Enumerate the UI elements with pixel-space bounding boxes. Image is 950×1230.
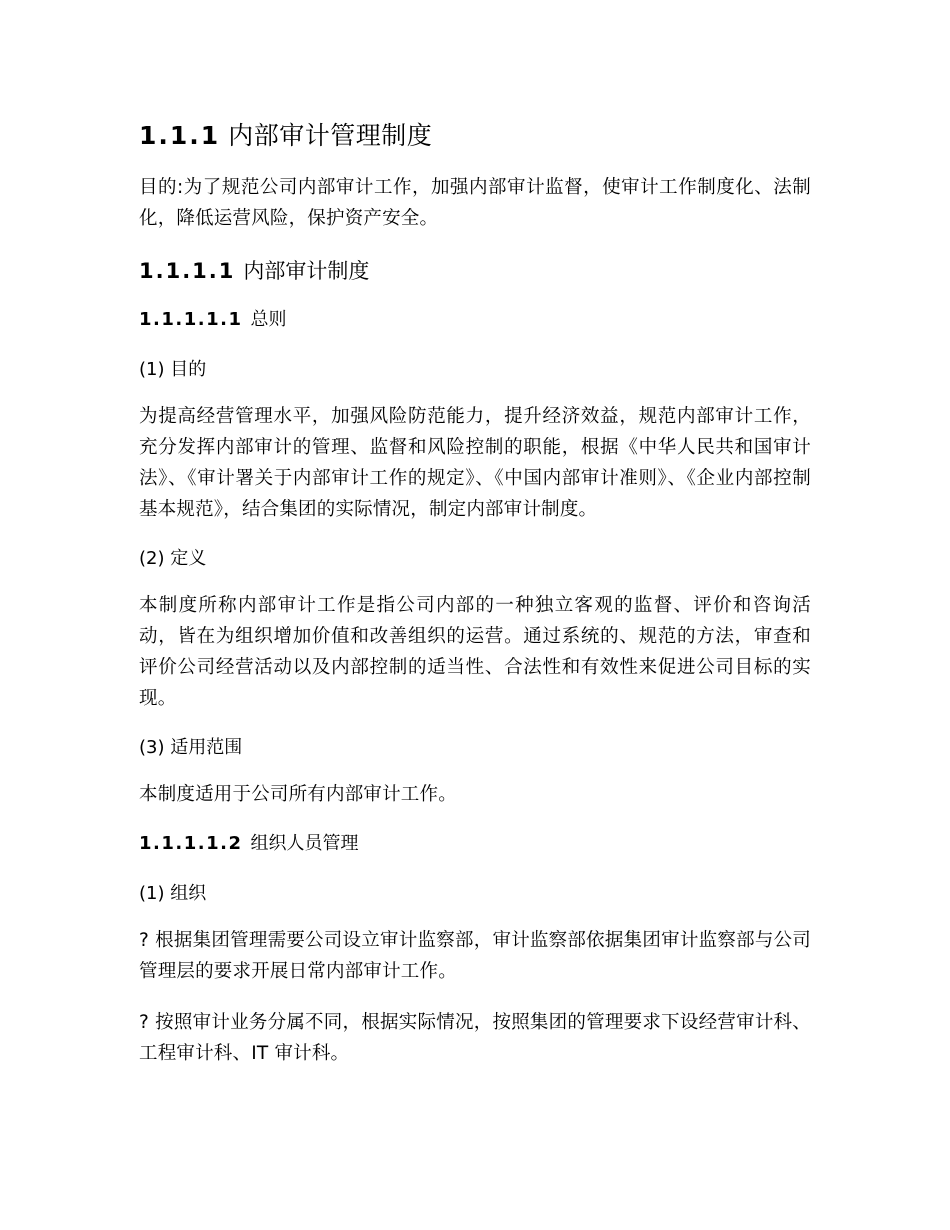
paragraph-purpose: 为提高经营管理水平，加强风险防范能力，提升经济效益，规范内部审计工作，充分发挥内部审计的管理、监督和风险控制的职能，根据《中华人民共和国审计法》、《审计署关于内部审计工作的规定》、《中国内部审计准则》、《企业内部控制基本规范》，结合集团的实际情况，制定内部审计制度。 (139, 406, 811, 520)
heading-number: 1.1.1.1 (139, 259, 236, 283)
item-heading-scope: (3) 适用范围 (139, 737, 243, 758)
heading-title: 内部审计制度 (243, 259, 370, 283)
item-heading-purpose: (1) 目的 (139, 359, 207, 380)
heading-title: 总则 (250, 309, 287, 330)
paragraph-scope: 本制度适用于公司所有内部审计工作。 (139, 784, 457, 805)
heading-number: 1.1.1.1.2 (139, 833, 243, 854)
heading-number: 1.1.1.1.1 (139, 309, 243, 330)
purpose-paragraph: 目的:为了规范公司内部审计工作，加强内部审计监督，使审计工作制度化、法制化，降低运营风险，保护资产安全。 (139, 177, 811, 229)
heading-title: 组织人员管理 (250, 833, 359, 854)
document-page (139, 118, 811, 1069)
bullet-paragraph: ? 根据集团管理需要公司设立审计监察部，审计监察部依据集团审计监察部与公司管理层的要求开展日常内部审计工作。 (139, 930, 811, 982)
heading-title: 内部审计管理制度 (228, 121, 433, 150)
heading-number: 1.1.1 (139, 121, 221, 150)
heading-1-1-1 (139, 118, 811, 154)
paragraph-definition: 本制度所称内部审计工作是指公司内部的一种独立客观的监督、评价和咨询活动，皆在为组织增加价值和改善组织的运营。通过系统的、规范的方法，审查和评价公司经营活动以及内部控制的适当性、合法性和有效性来促进公司目标的实现。 (139, 595, 811, 709)
heading-organization (139, 830, 811, 858)
heading-general (139, 306, 811, 334)
heading-1-1-1-1 (139, 256, 811, 286)
item-heading-organization: (1) 组织 (139, 883, 207, 904)
item-heading-definition: (2) 定义 (139, 548, 207, 569)
bullet-paragraph: ? 按照审计业务分属不同，根据实际情况，按照集团的管理要求下设经营审计科、工程审计科、IT 审计科。 (139, 1012, 811, 1064)
